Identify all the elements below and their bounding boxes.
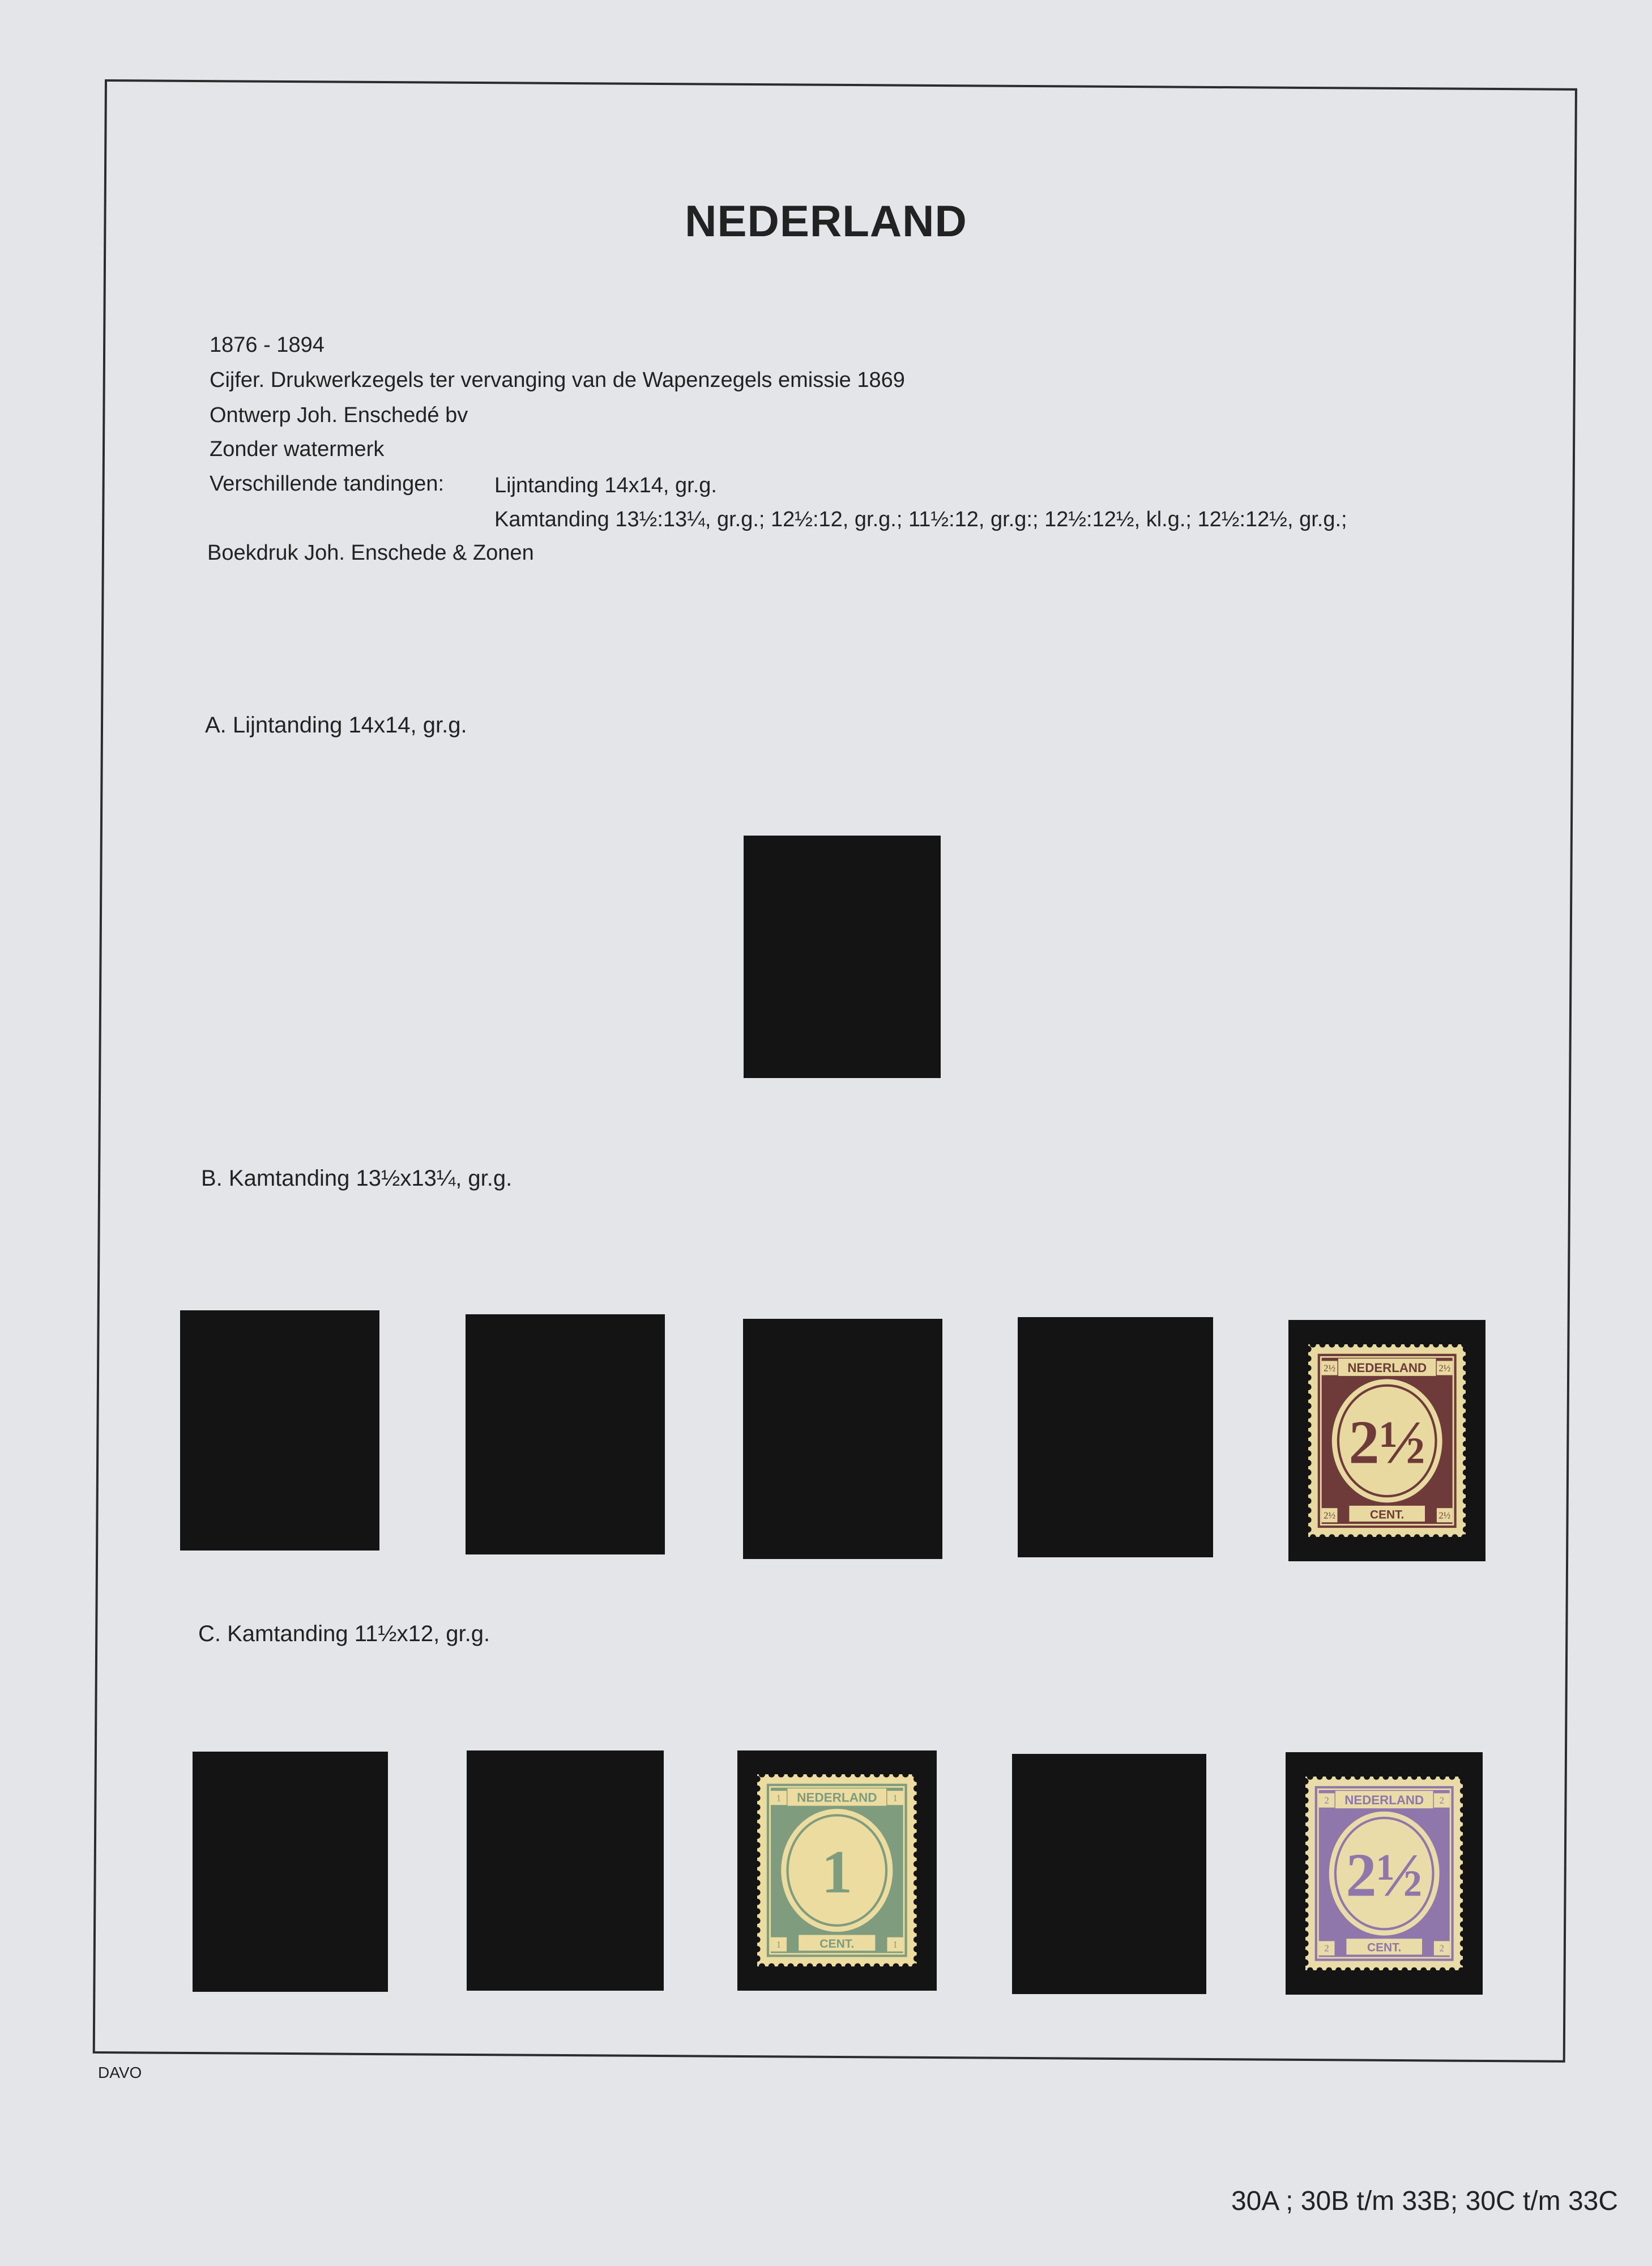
intro-perforations-label: Verschillende tandingen: — [210, 472, 445, 496]
stamp-mount — [744, 836, 941, 1078]
stamp-value-text: 2½ — [1346, 1840, 1423, 1910]
stamp-corner-value: 1 — [776, 1792, 782, 1804]
stamp-mount — [743, 1319, 942, 1559]
brand-label: DAVO — [98, 2064, 142, 2081]
stamp-corner-value: 2½ — [1438, 1509, 1451, 1520]
stamp-country-text: NEDERLAND — [1344, 1792, 1424, 1807]
section-label-b: B. Kamtanding 13½x13¼, gr.g. — [201, 1166, 513, 1191]
intro-watermark: Zonder watermerk — [210, 437, 385, 461]
postage-stamp — [757, 1774, 917, 1966]
page-title: NEDERLAND — [685, 196, 967, 246]
stamp-unit-text: CENT. — [1369, 1507, 1405, 1521]
intro-perforation-line: Kamtanding 13½:13¼, gr.g.; 12½:12, gr.g.; 11½:12, gr.g:; 12½:12½, kl.g.; 12½:12½, gr.g.; — [494, 508, 1347, 531]
section-label-c: C. Kamtanding 11½x12, gr.g. — [198, 1621, 490, 1646]
stamp-unit-text: CENT. — [1367, 1941, 1402, 1954]
stamp-corner-value: 2 — [1324, 1943, 1329, 1954]
intro-perforation-line: Lijntanding 14x14, gr.g. — [494, 474, 717, 497]
stamp-value-text: 2½ — [1348, 1407, 1425, 1477]
intro-years: 1876 - 1894 — [210, 333, 325, 357]
stamp-mount — [737, 1750, 937, 1991]
postage-stamp — [1308, 1344, 1466, 1537]
stamp-corner-value: 1 — [893, 1792, 898, 1804]
stamp-corner-value: 2 — [1324, 1795, 1329, 1806]
section-label-a: A. Lijntanding 14x14, gr.g. — [205, 713, 467, 738]
stamp-corner-value: 2½ — [1438, 1362, 1451, 1374]
postage-stamp — [1305, 1777, 1463, 1970]
intro-printing: Boekdruk Joh. Enschede & Zonen — [207, 541, 534, 565]
catalog-reference: 30A ; 30B t/m 33B; 30C t/m 33C — [1231, 2186, 1618, 2216]
stamp-mount — [466, 1314, 665, 1554]
stamp-mount — [1286, 1752, 1483, 1995]
stamp-mount — [1288, 1320, 1485, 1561]
stamp-unit-text: CENT. — [819, 1937, 855, 1951]
stamp-corner-value: 1 — [893, 1939, 898, 1950]
stamp-value-text: 1 — [821, 1838, 853, 1906]
stamp-mount — [180, 1310, 379, 1551]
stamp-country-text: NEDERLAND — [797, 1791, 877, 1805]
stamp-mount — [467, 1750, 664, 1991]
stamp-corner-value: 2 — [1439, 1943, 1444, 1954]
stamp-country-text: NEDERLAND — [1347, 1360, 1427, 1375]
stamp-corner-value: 2 — [1439, 1795, 1444, 1806]
intro-design: Ontwerp Joh. Enschedé bv — [210, 403, 468, 427]
stamp-mount — [1012, 1754, 1206, 1994]
stamp-mount — [193, 1752, 388, 1992]
stamp-corner-value: 2½ — [1323, 1509, 1335, 1520]
intro-description: Cijfer. Drukwerkzegels ter vervanging van de Wapenzegels emissie 1869 — [210, 368, 905, 392]
stamp-mount — [1018, 1317, 1213, 1557]
stamp-corner-value: 1 — [776, 1939, 782, 1950]
stamp-corner-value: 2½ — [1323, 1362, 1335, 1374]
